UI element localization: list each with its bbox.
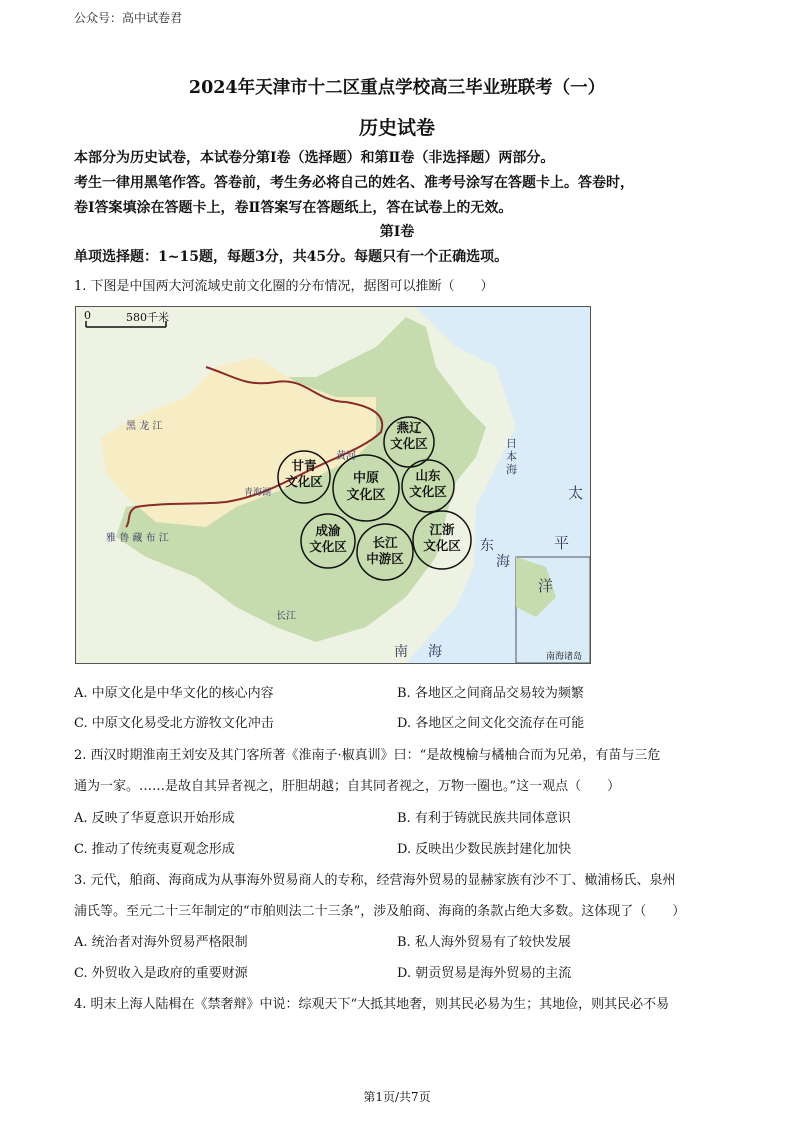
question-1-option-c: C. 中原文化易受北方游牧文化冲击	[74, 716, 274, 731]
intro-line: 卷Ⅰ答案填涂在答题卡上，卷Ⅱ答案写在答题纸上，答在试卷上的无效。	[74, 200, 513, 216]
intro-line: 本部分为历史试卷，本试卷分第Ⅰ卷（选择题）和第Ⅱ卷（非选择题）两部分。	[74, 150, 555, 166]
river-label: 长江	[276, 611, 296, 622]
question-3-option-c: C. 外贸收入是政府的重要财源	[74, 966, 248, 981]
question-2-option-d: D. 反映出少数民族封建化加快	[397, 842, 572, 857]
question-2-option-b: B. 有利于铸就民族共同体意识	[397, 811, 571, 826]
question-2-option-a: A. 反映了华夏意识开始形成	[74, 811, 235, 826]
question-1-option-b: B. 各地区之间商品交易较为频繁	[397, 686, 584, 701]
culture-region-map	[75, 306, 591, 664]
section-title: 第Ⅰ卷	[379, 224, 415, 240]
question-3-stem: 3. 元代，舶商、海商成为从事海外贸易商人的专称，经营海外贸易的显赫家族有沙不丁、橄浦杨氏、泉州	[74, 873, 676, 888]
region-label-chengyu: 成渝 文化区	[309, 523, 347, 554]
scale-zero: 0	[84, 309, 91, 322]
region-label-changjiang: 长江 中游区	[366, 535, 404, 566]
region-label-zhongyuan: 中原 文化区	[346, 471, 386, 503]
question-2-option-c: C. 推动了传统夷夏观念形成	[74, 842, 235, 857]
question-3-option-d: D. 朝贡贸易是海外贸易的主流	[397, 966, 572, 981]
river-label: 黑 龙 江	[126, 421, 163, 432]
ocean-label: 平	[554, 534, 570, 552]
question-3-stem: 浦氏等。至元二十三年制定的“市舶则法二十三条”，涉及舶商、海商的条款占绝大多数。这体现了（ ）	[74, 904, 686, 919]
lake-label: 青海湖	[244, 488, 272, 498]
ocean-label: 太	[568, 484, 584, 502]
question-3-option-b: B. 私人海外贸易有了较快发展	[397, 935, 571, 950]
scale-label: 580千米	[126, 311, 169, 324]
east-sea-label: 海	[496, 554, 510, 570]
page-footer: 第1页/共7页	[363, 1090, 431, 1104]
question-1-option-d: D. 各地区之间文化交流存在可能	[397, 716, 585, 731]
region-label-shandong: 山东 文化区	[409, 468, 447, 499]
region-label-ganqing: 甘青 文化区	[285, 458, 323, 489]
subject-title: 历史试卷	[358, 117, 435, 139]
south-sea-label: 海	[428, 644, 442, 660]
region-label-jiangzhe: 江浙 文化区	[423, 522, 461, 553]
question-4-stem: 4. 明末上海人陆楫在《禁奢辩》中说：综观天下“大抵其地奢，则其民必易为生；其地俭，则其民必不易	[74, 997, 670, 1012]
header-note: 公众号：高中试卷君	[74, 11, 183, 25]
east-sea-label: 东	[480, 538, 494, 554]
section-instruction: 单项选择题：1~15题，每题3分，共45分。每题只有一个正确选项。	[74, 249, 509, 265]
exam-title: 2024年天津市十二区重点学校高三毕业班联考（一）	[188, 78, 606, 98]
region-label-yanliao: 燕辽 文化区	[390, 420, 428, 451]
ocean-label: 洋	[538, 577, 554, 595]
question-2-stem: 2. 西汉时期淮南王刘安及其门客所著《淮南子·椒真训》曰：“是故槐榆与橘柚合而为兄弟，有苗与三危	[74, 748, 661, 763]
question-2-stem: 通为一家。……是故自其异者视之，肝胆胡越；自其同者视之，万物一圈也。”这一观点（ ）	[74, 779, 621, 794]
question-1-stem: 1. 下图是中国两大河流域史前文化圈的分布情况，据图可以推断（ ）	[74, 279, 494, 294]
river-label: 雅 鲁 藏 布 江	[106, 533, 169, 544]
inset-label: 南海诸岛	[546, 652, 583, 662]
sea-label-japan: 日本海	[506, 437, 517, 476]
question-3-option-a: A. 统治者对海外贸易严格限制	[74, 935, 248, 950]
south-sea-label: 南	[394, 644, 408, 660]
question-1-option-a: A. 中原文化是中华文化的核心内容	[74, 686, 274, 701]
river-label: 黄河	[336, 451, 356, 462]
intro-line: 考生一律用黑笔作答。答卷前，考生务必将自己的姓名、准考号涂写在答题卡上。答卷时，	[74, 175, 634, 191]
